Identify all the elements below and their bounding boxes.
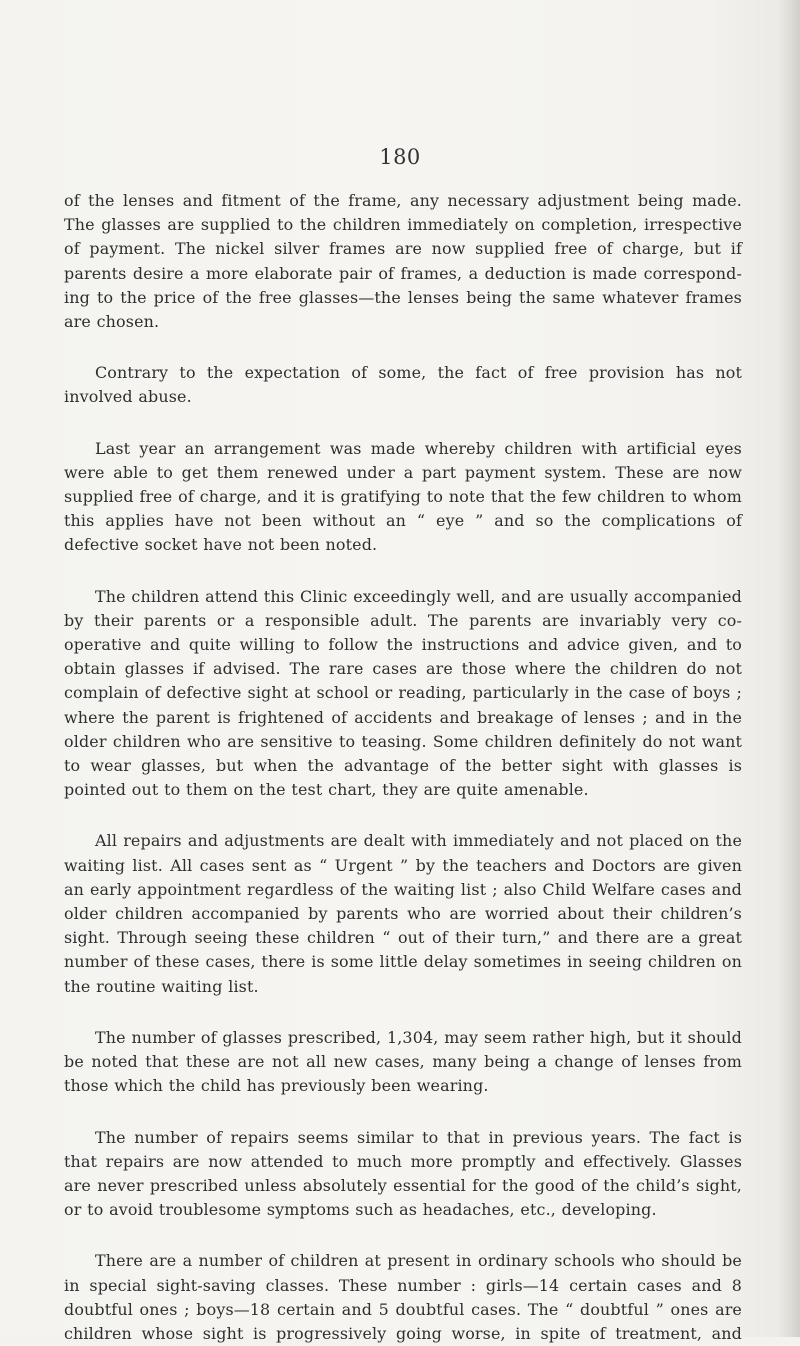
paragraph-sight-saving-classes: There are a number of children at present in ordinary schools who should be in special sight-saving classes. These number : girls—14 certain cases and 8 doubtful ones ; boys—18 certain and 5 doubtful cases. The “ doubtful ” ones are children whose sight is progressively going worse, in spite of treatment, and (64, 1251, 742, 1343)
page-edge-shadow (778, 0, 800, 1337)
paragraph-free-provision: Contrary to the expectation of some, the fact of free provision has not involved abuse. (64, 363, 742, 407)
paragraph-number-of-repairs: The number of repairs seems similar to that in previous years. The fact is that repairs are now attended to much more promptly and effectively. Glasses are never prescribed unless absolutely essential for the good of the child’s sight, or to avoid troublesome symptoms such as headaches, etc., developing. (64, 1127, 742, 1220)
paragraph-lenses-fitment: of the lenses and fitment of the frame, any necessary adjustment being made. The glasses are supplied to the children immediately on completion, irrespective of payment. The nickel silver frames are now supplied free of charge, but if parents desire a more elaborate pair of frames, a deduction is made correspond- ing to the price of the free glasses—the lenses being the same whatever frames are chosen. (64, 191, 742, 332)
paragraph-glasses-prescribed: The number of glasses prescribed, 1,304, may seem rather high, but it should be noted that these are not all new cases, many being a change of lenses from those which the child has previously been wearing. (64, 1027, 742, 1096)
body-text (64, 189, 742, 1346)
paragraph-clinic-attendance: The children attend this Clinic exceedingly well, and are usually accompanied by their parents or a responsible adult. The parents are invariably very co-operative and quite willing to follow the instructions and advice given, and to obtain glasses if advised. The rare cases are those where the children do not complain of defective sight at school or reading, particularly in the case of boys ; where the parent is frightened of accidents and breakage of lenses ; and in the older children who are sensitive to teasing. Some children definitely do not want to wear glasses, but when the advantage of the better sight with glasses is pointed out to them on the test chart, they are quite amenable. (64, 586, 742, 800)
paragraph-artificial-eyes: Last year an arrangement was made whereby children with artificial eyes were able to get them renewed under a part payment system. These are now supplied free of charge, and it is gratifying to note that the few children to whom this applies have not been without an “ eye ” and so the complications of defective socket have not been noted. (64, 438, 742, 555)
paragraph-repairs-adjustments: All repairs and adjustments are dealt with immediately and not placed on the waiting list. All cases sent as “ Urgent ” by the teachers and Doctors are given an early appointment regardless of the waiting list ; also Child Welfare cases and older children accompanied by parents who are worried about their children’s sight. Through seeing these children “ out of their turn,” and there are a great number of these cases, there is some little delay sometimes in seeing children on the routine waiting list. (64, 831, 742, 996)
page-number: 180 (379, 145, 421, 169)
